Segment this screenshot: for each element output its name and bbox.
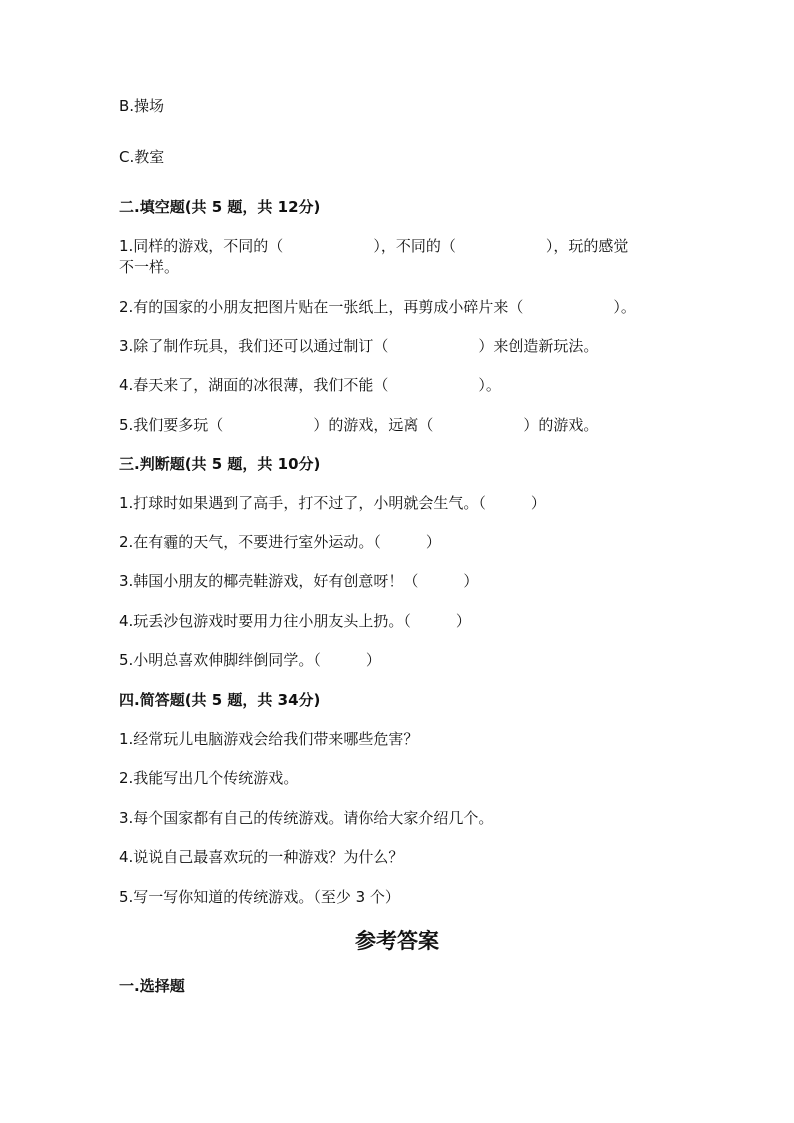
- section-heading-fill-blank: 二.填空题(共 5 题，共 12分): [119, 198, 321, 216]
- short-answer-q5: 5.写一写你知道的传统游戏。（至少 3 个）: [119, 888, 400, 906]
- option-b: B.操场: [119, 97, 165, 115]
- fill-blank-q5: 5.我们要多玩（ ）的游戏，远离（ ）的游戏。: [119, 416, 599, 434]
- fill-blank-q4: 4.春天来了，湖面的冰很薄，我们不能（ ）。: [119, 376, 501, 394]
- fill-blank-q2: 2.有的国家的小朋友把图片贴在一张纸上，再剪成小碎片来（ ）。: [119, 298, 636, 316]
- fill-blank-q1-line2: 不一样。: [119, 258, 180, 276]
- option-c: C.教室: [119, 148, 165, 166]
- true-false-q4: 4.玩丢沙包游戏时要用力往小朋友头上扔。（ ）: [119, 612, 471, 630]
- true-false-q1: 1.打球时如果遇到了高手，打不过了，小明就会生气。（ ）: [119, 494, 546, 512]
- true-false-q2: 2.在有霾的天气，不要进行室外运动。（ ）: [119, 533, 441, 551]
- fill-blank-q1-line1: 1.同样的游戏，不同的（ ），不同的（ ），玩的感觉: [119, 237, 629, 255]
- answers-title: 参考答案: [355, 928, 439, 953]
- section-heading-true-false: 三.判断题(共 5 题，共 10分): [119, 455, 321, 473]
- answers-section1-heading: 一.选择题: [119, 977, 185, 995]
- fill-blank-q3: 3.除了制作玩具，我们还可以通过制订（ ）来创造新玩法。: [119, 337, 599, 355]
- short-answer-q1: 1.经常玩儿电脑游戏会给我们带来哪些危害？: [119, 730, 419, 748]
- short-answer-q2: 2.我能写出几个传统游戏。: [119, 769, 299, 787]
- true-false-q5: 5.小明总喜欢伸脚绊倒同学。（ ）: [119, 651, 381, 669]
- section-heading-short-answer: 四.简答题(共 5 题，共 34分): [119, 691, 321, 709]
- true-false-q3: 3.韩国小朋友的椰壳鞋游戏，好有创意呀！（ ）: [119, 572, 479, 590]
- short-answer-q3: 3.每个国家都有自己的传统游戏。请你给大家介绍几个。: [119, 809, 494, 827]
- short-answer-q4: 4.说说自己最喜欢玩的一种游戏？为什么？: [119, 848, 404, 866]
